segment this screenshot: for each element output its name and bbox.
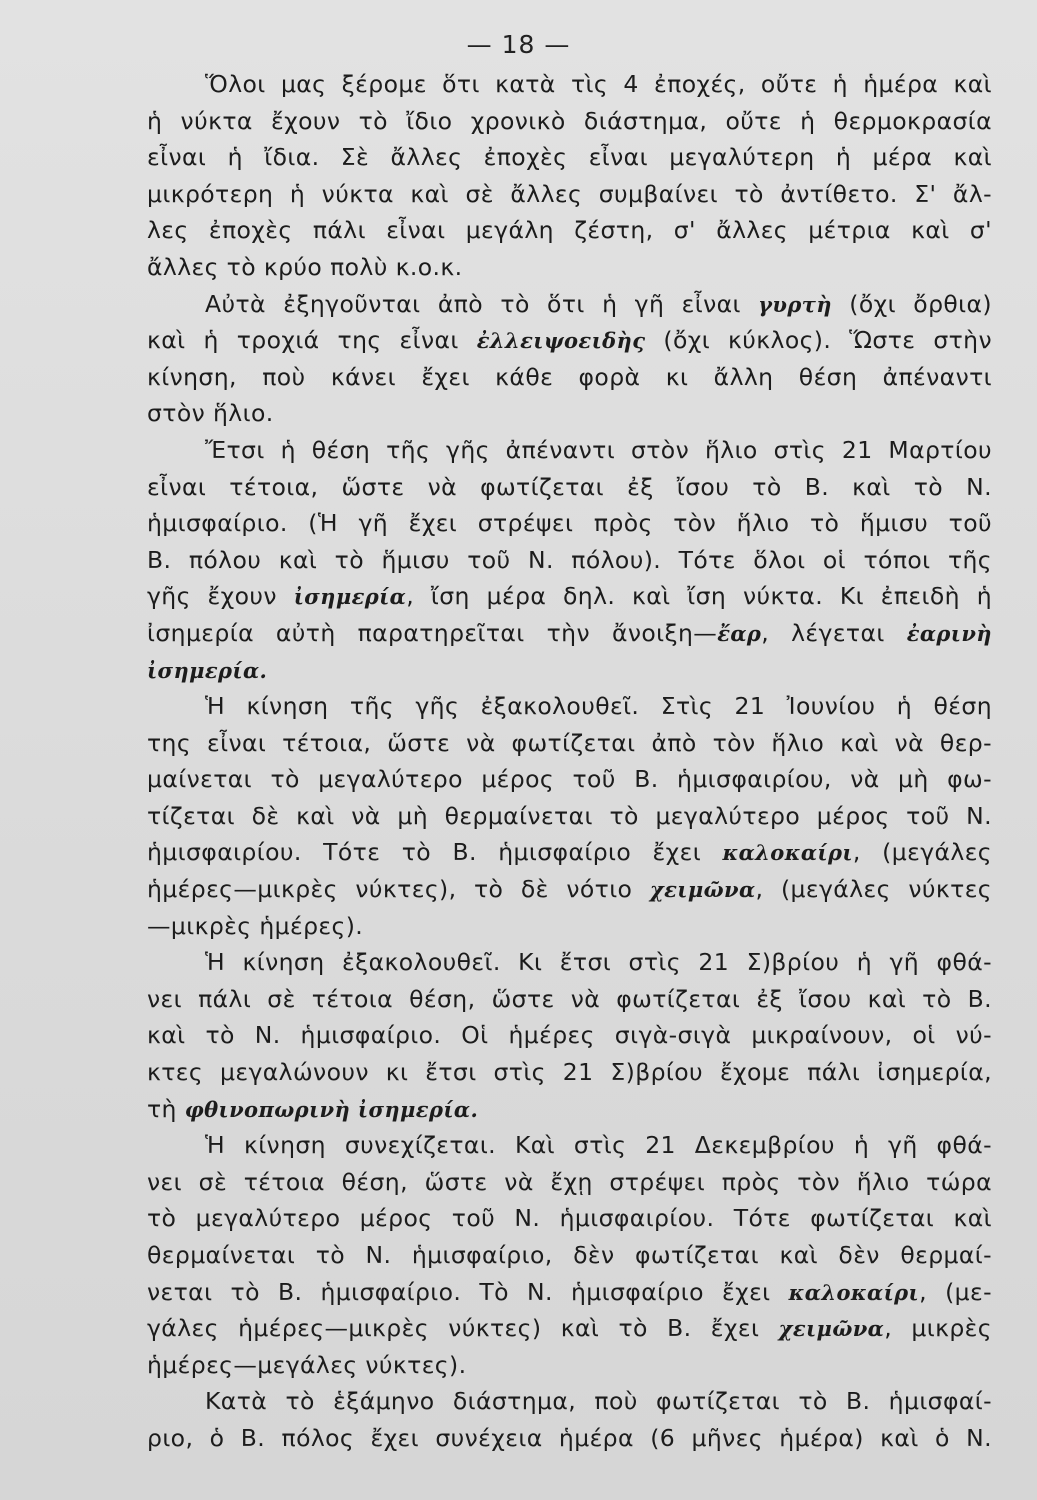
text-line: στὸν ἥλιο. (147, 399, 274, 428)
text-line: ἡμέρες—μεγάλες νύκτες). (147, 1350, 467, 1379)
text-line: κίνηση, ποὺ κάνει ἔχει κάθε φορὰ κι ἄλλη θέση ἀπέναντι (147, 362, 992, 391)
text-line: Ἔτσι ἡ θέση τῆς γῆς ἀπέναντι στὸν ἥλιο στὶς 21 Μαρτίου (205, 435, 992, 464)
text-line: καὶ ἡ τροχιά της εἶναι ἐλλειψοειδὴς (ὄχι κύκλος). Ὥστε στὴν (147, 326, 992, 355)
text-line: νει πάλι σὲ τέτοια θέση, ὥστε νὰ φωτίζεται ἐξ ἴσου καὶ τὸ Β. (147, 984, 992, 1013)
text-line: νεται τὸ Β. ἡμισφαίριο. Τὸ Ν. ἡμισφαίριο ἔχει καλοκαίρι, (με- (147, 1277, 992, 1306)
page-number: — 18 — (466, 30, 571, 59)
text-line: καὶ τὸ Ν. ἡμισφαίριο. Οἱ ἡμέρες σιγὰ-σιγὰ μικραίνουν, οἱ νύ- (147, 1021, 992, 1050)
text-line: Ὅλοι μας ξέρομε ὅτι κατὰ τὶς 4 ἐποχές, οὔτε ἡ ἡμέρα καὶ (205, 70, 992, 98)
text-line: θερμαίνεται τὸ Ν. ἡμισφαίριο, δὲν φωτίζεται καὶ δὲν θερμαί- (147, 1241, 992, 1269)
text-line: ριο, ὁ Β. πόλος ἔχει συνέχεια ἡμέρα (6 μῆνες ἡμέρα) καὶ ὁ Ν. (147, 1423, 992, 1452)
text-line: μαίνεται τὸ μεγαλύτερο μέρος τοῦ Β. ἡμισφαιρίου, νὰ μὴ φω- (147, 765, 992, 794)
text-line: Ἡ κίνηση συνεχίζεται. Καὶ στὶς 21 Δεκεμβρίου ἡ γῆ φθά- (205, 1131, 992, 1160)
text-line: τίζεται δὲ καὶ νὰ μὴ θερμαίνεται τὸ μεγαλύτερο μέρος τοῦ Ν. (147, 801, 992, 830)
text-line: γάλες ἡμέρες—μικρὲς νύκτες) καὶ τὸ Β. ἔχει χειμῶνα, μικρὲς (147, 1314, 992, 1343)
text-line: ἰσημερία αὐτὴ παρατηρεῖται τὴν ἄνοιξη—ἔαρ, λέγεται ἐαρινὴ (147, 618, 992, 647)
text-line: —μικρὲς ἡμέρες). (147, 911, 364, 940)
text-line: Αὐτὰ ἐξηγοῦνται ἀπὸ τὸ ὅτι ἡ γῆ εἶναι γυρτὴ (ὄχι ὄρθια) (205, 289, 992, 318)
text-line: νει σὲ τέτοια θέση, ὥστε νὰ ἔχῃ στρέψει πρὸς τὸν ἥλιο τώρα (147, 1167, 992, 1196)
text-line: ἡμισφαιρίου. Τότε τὸ Β. ἡμισφαίριο ἔχει καλοκαίρι, (μεγάλες (147, 838, 992, 867)
text-line: τὸ μεγαλύτερο μέρος τοῦ Ν. ἡμισφαιρίου. Τότε φωτίζεται καὶ (147, 1204, 992, 1233)
text-line: της εἶναι τέτοια, ὥστε νὰ φωτίζεται ἀπὸ τὸν ἥλιο καὶ νὰ θερ- (147, 728, 992, 757)
text-line: ἄλλες τὸ κρύο πολὺ κ.ο.κ. (147, 252, 463, 281)
text-line: Ἡ κίνηση ἐξακολουθεῖ. Κι ἔτσι στὶς 21 Σ)βρίου ἡ γῆ φθά- (205, 948, 992, 977)
text-line: μικρότερη ἡ νύκτα καὶ σὲ ἄλλες συμβαίνει τὸ ἀντίθετο. Σ' ἄλ- (147, 179, 992, 208)
body-text (147, 66, 992, 1457)
text-line: τὴ φθινοπωρινὴ ἰσημερία. (147, 1094, 479, 1123)
text-line: λες ἐποχὲς πάλι εἶναι μεγάλη ζέστη, σ' ἄλλες μέτρια καὶ σ' (147, 216, 992, 245)
text-line: Β. πόλου καὶ τὸ ἥμισυ τοῦ Ν. πόλου). Τότε ὅλοι οἱ τόποι τῆς (147, 545, 992, 574)
text-line: Ἡ κίνηση τῆς γῆς ἐξακολουθεῖ. Στὶς 21 Ἰουνίου ἡ θέση (205, 692, 992, 721)
text-line: Κατὰ τὸ ἑξάμηνο διάστημα, ποὺ φωτίζεται τὸ Β. ἡμισφαί- (205, 1387, 992, 1416)
text-line: ἰσημερία. (147, 657, 268, 683)
text-line: κτες μεγαλώνουν κι ἔτσι στὶς 21 Σ)βρίου ἔχομε πάλι ἰσημερία, (147, 1058, 992, 1087)
text-line: ἡμέρες—μικρὲς νύκτες), τὸ δὲ νότιο χειμῶνα, (μεγάλες νύκτες (147, 875, 992, 904)
text-line: εἶναι τέτοια, ὥστε νὰ φωτίζεται ἐξ ἴσου τὸ Β. καὶ τὸ Ν. (147, 472, 992, 501)
text-line: εἶναι ἡ ἴδια. Σὲ ἄλλες ἐποχὲς εἶναι μεγαλύτερη ἡ μέρα καὶ (147, 143, 992, 172)
text-line: γῆς ἔχουν ἰσημερία, ἴση μέρα δηλ. καὶ ἴση νύκτα. Κι ἐπειδὴ ἡ (147, 582, 992, 611)
text-line: ἡ νύκτα ἔχουν τὸ ἴδιο χρονικὸ διάστημα, οὔτε ἡ θερμοκρασία (147, 106, 992, 135)
text-line: ἡμισφαίριο. (Ἡ γῆ ἔχει στρέψει πρὸς τὸν ἥλιο τὸ ἥμισυ τοῦ (147, 509, 992, 538)
